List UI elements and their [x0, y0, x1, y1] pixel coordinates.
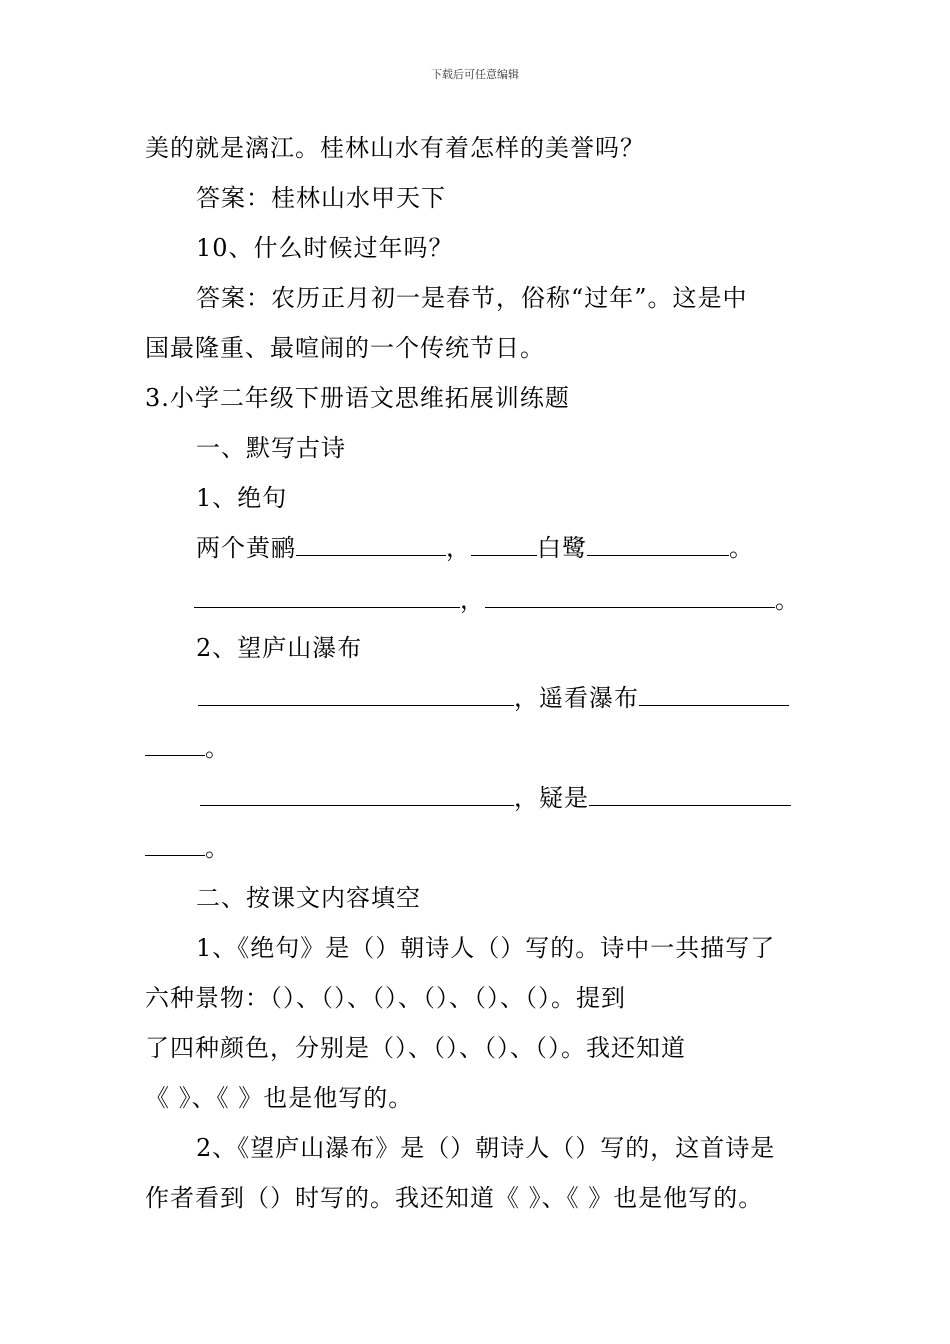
subsection-heading: 二、按课文内容填空 — [196, 884, 421, 912]
poem-fill-line — [198, 683, 789, 713]
blank — [639, 683, 789, 706]
blank — [587, 533, 729, 556]
poem-fill-line — [200, 783, 791, 813]
blank — [296, 533, 446, 556]
punctuation: 。 — [775, 586, 800, 614]
section-title: 3.小学二年级下册语文思维拓展训练题 — [145, 384, 570, 412]
answer-line: 答案：桂林山水甲天下 — [196, 184, 446, 212]
text-line: 1、《绝句》是（）朝诗人（）写的。诗中一共描写了 — [196, 934, 776, 962]
blank — [198, 683, 514, 706]
poem-text: 两个黄鹂 — [196, 534, 296, 562]
blank — [485, 585, 775, 608]
poem-text: ，疑是 — [514, 784, 589, 812]
poem-fill-line — [145, 833, 230, 863]
punctuation: ， — [460, 586, 485, 614]
blank — [194, 585, 460, 608]
blank — [471, 533, 537, 556]
poem-title: 1、绝句 — [196, 484, 288, 512]
punctuation: 。 — [729, 534, 754, 562]
poem-title: 2、望庐山瀑布 — [196, 634, 363, 662]
poem-text: ，遥看瀑布 — [514, 684, 639, 712]
page-header: 下载后可任意编辑 — [431, 68, 519, 81]
subsection-heading: 一、默写古诗 — [196, 434, 346, 462]
punctuation: 。 — [205, 734, 230, 762]
punctuation: 。 — [205, 834, 230, 862]
poem-fill-line — [145, 733, 230, 763]
question-line: 10、什么时候过年吗？ — [196, 234, 454, 262]
blank — [145, 833, 205, 856]
text-line: 作者看到（）时写的。我还知道《 》、《 》也是他写的。 — [145, 1184, 764, 1212]
poem-fill-line — [196, 533, 754, 563]
text-line: 2、《望庐山瀑布》是（）朝诗人（）写的，这首诗是 — [196, 1134, 776, 1162]
blank — [589, 783, 791, 806]
blank — [200, 783, 514, 806]
poem-text: 白鹭 — [537, 534, 587, 562]
poem-fill-line — [194, 585, 800, 615]
punctuation: ， — [446, 534, 471, 562]
blank — [145, 733, 205, 756]
text-line: 美的就是漓江。桂林山水有着怎样的美誉吗？ — [145, 134, 645, 162]
text-line: 了四种颜色，分别是（）、（）、（）、（）。我还知道 — [145, 1034, 686, 1062]
text-line: 《 》、《 》也是他写的。 — [145, 1084, 414, 1112]
text-line: 六种景物：（）、（）、（）、（）、（）、（）。提到 — [145, 984, 626, 1012]
text-line: 国最隆重、最喧闹的一个传统节日。 — [145, 334, 545, 362]
answer-line: 答案：农历正月初一是春节，俗称“过年”。这是中 — [196, 284, 748, 312]
